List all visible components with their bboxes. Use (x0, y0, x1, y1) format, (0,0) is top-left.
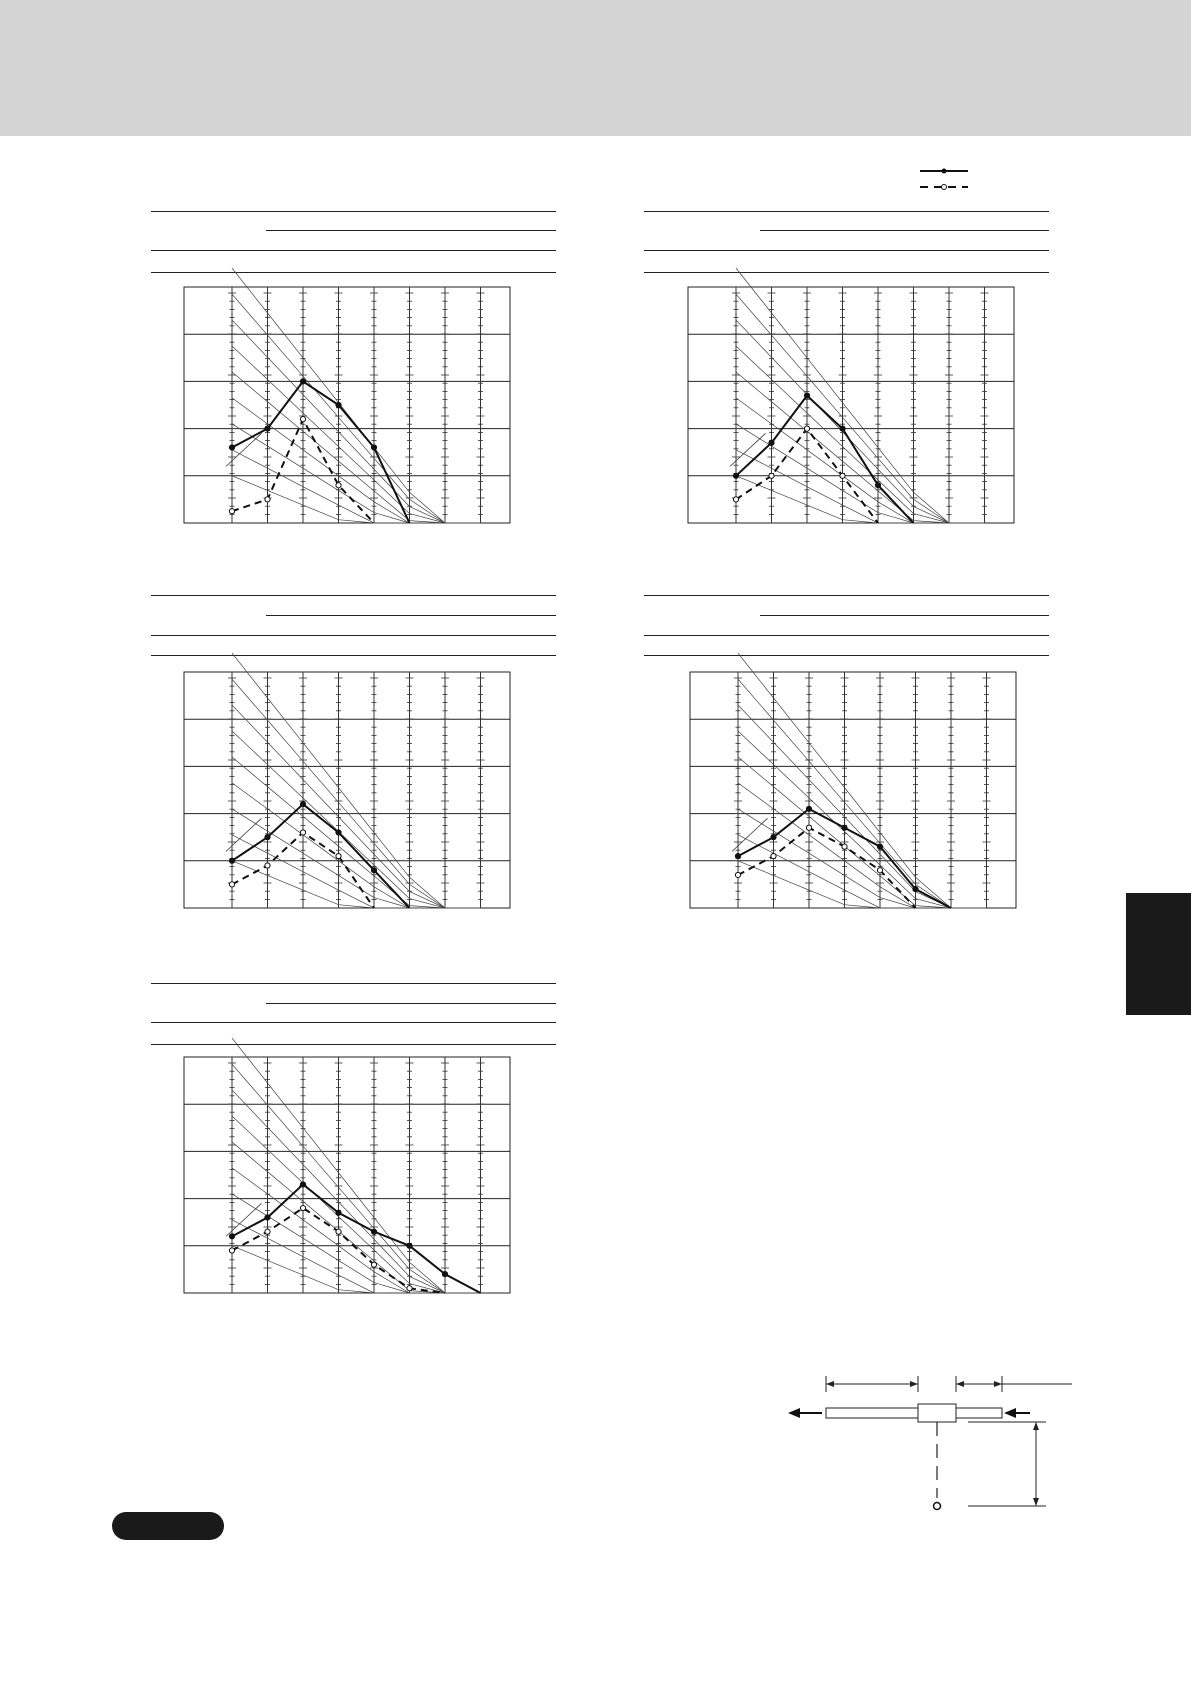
data-point-dashed (336, 483, 341, 488)
data-point-dashed (300, 1205, 305, 1210)
duct-left (826, 1408, 918, 1418)
data-point-solid (300, 1182, 305, 1187)
data-point-solid (300, 379, 305, 384)
chart-4 (688, 670, 1018, 910)
table-rule (151, 595, 556, 596)
plot-frame (688, 287, 1014, 523)
data-point-dashed (735, 872, 740, 877)
data-point-solid (265, 426, 270, 431)
data-point-dashed (806, 825, 811, 830)
data-point-dashed (842, 844, 847, 849)
data-point-dashed (229, 1248, 234, 1253)
unit-body (918, 1404, 956, 1422)
data-point-solid (769, 440, 774, 445)
data-point-solid (804, 393, 809, 398)
data-point-solid (371, 445, 376, 450)
data-point-dashed (840, 473, 845, 478)
section-side-tab (1126, 893, 1191, 1015)
table-rule (151, 983, 556, 984)
table-rule (266, 615, 556, 616)
data-point-solid (442, 1272, 447, 1277)
data-point-solid (840, 426, 845, 431)
data-point-dashed (265, 497, 270, 502)
table-rule (644, 211, 1049, 212)
table-rule (151, 211, 556, 212)
data-point-dashed (300, 830, 305, 835)
table-rule (760, 615, 1049, 616)
data-point-solid (265, 1215, 270, 1220)
table-rule (151, 250, 556, 251)
airflow-in-arrow-icon (1004, 1408, 1016, 1418)
data-point-solid (229, 1234, 234, 1239)
note-badge (112, 1512, 224, 1540)
data-point-solid (371, 1229, 376, 1234)
table-rule (644, 635, 1049, 636)
data-point-solid (875, 483, 880, 488)
duct-right (956, 1408, 1002, 1418)
plot-frame (184, 287, 510, 523)
chart-5 (182, 1055, 512, 1295)
airflow-out-arrow-icon (788, 1408, 800, 1418)
plot-frame (184, 1057, 510, 1293)
chart-1 (182, 285, 512, 525)
measurement-diagram (780, 1370, 1080, 1520)
data-point-dashed (229, 509, 234, 514)
data-point-solid (407, 1243, 412, 1248)
chart-3 (182, 670, 512, 910)
data-point-solid (229, 445, 234, 450)
data-point-dashed (265, 1229, 270, 1234)
table-rule (151, 272, 556, 273)
legend (918, 165, 978, 195)
header-band (0, 0, 1191, 136)
table-rule (644, 595, 1049, 596)
data-point-solid (371, 868, 376, 873)
data-point-dashed (407, 1286, 412, 1291)
legend-dashed-marker (942, 185, 947, 190)
table-rule (151, 1044, 556, 1045)
data-point-solid (735, 853, 740, 858)
data-point-dashed (300, 417, 305, 422)
plot-frame (184, 672, 510, 908)
table-rule (266, 1003, 556, 1004)
chart-2 (686, 285, 1016, 525)
data-point-dashed (804, 426, 809, 431)
table-rule (644, 250, 1049, 251)
data-point-solid (336, 830, 341, 835)
data-point-dashed (733, 497, 738, 502)
table-rule (151, 635, 556, 636)
data-point-dashed (371, 1262, 376, 1267)
data-point-solid (336, 402, 341, 407)
data-point-solid (806, 806, 811, 811)
data-point-dashed (877, 868, 882, 873)
data-point-solid (300, 802, 305, 807)
data-point-solid (733, 473, 738, 478)
table-rule (644, 272, 1049, 273)
data-point-dashed (771, 853, 776, 858)
data-point-dashed (229, 882, 234, 887)
data-point-solid (265, 835, 270, 840)
table-rule (760, 230, 1049, 231)
data-point-solid (229, 858, 234, 863)
data-point-solid (877, 844, 882, 849)
table-rule (644, 655, 1049, 656)
data-point-dashed (336, 853, 341, 858)
table-rule (151, 655, 556, 656)
microphone-icon (934, 1503, 941, 1510)
table-rule (266, 230, 556, 231)
data-point-dashed (336, 1229, 341, 1234)
data-point-solid (842, 825, 847, 830)
data-point-solid (771, 835, 776, 840)
data-point-solid (913, 887, 918, 892)
data-point-dashed (265, 863, 270, 868)
table-rule (151, 1022, 556, 1023)
data-point-dashed (769, 473, 774, 478)
data-point-solid (336, 1210, 341, 1215)
legend-solid-marker (942, 169, 947, 174)
